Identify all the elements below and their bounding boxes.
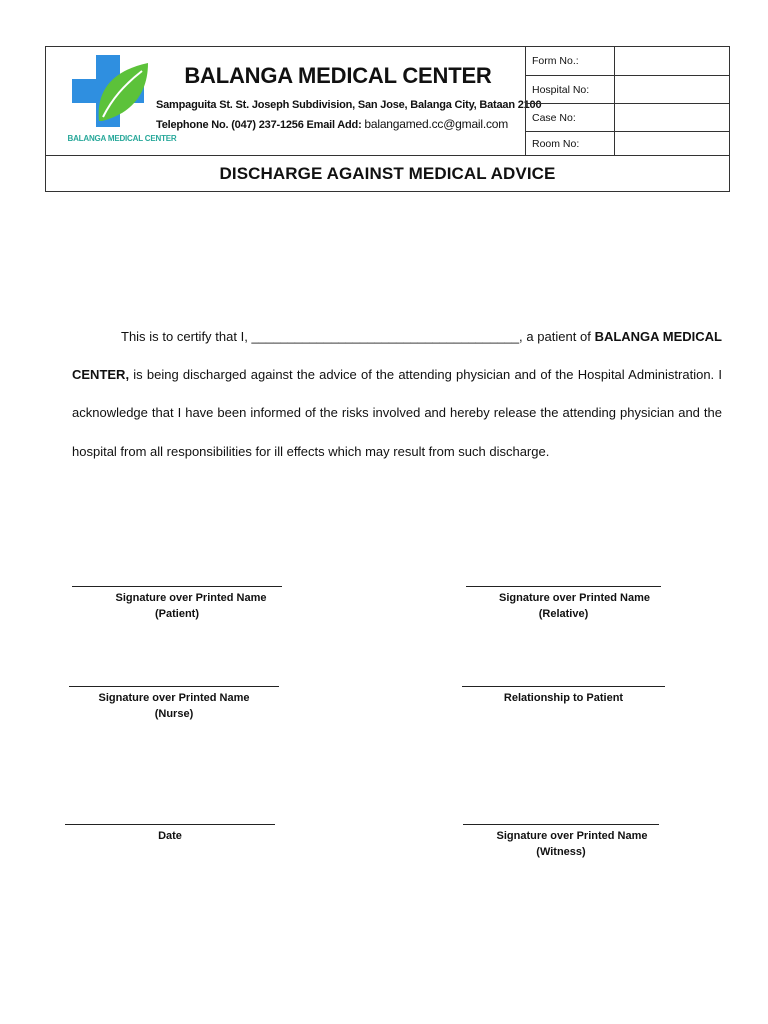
- relationship-block: [462, 686, 665, 707]
- form-info-table: [525, 47, 730, 155]
- patient-signature-block: [72, 586, 282, 622]
- witness-signature-label: Signature over Printed Name: [496, 830, 648, 842]
- relationship-line[interactable]: [462, 686, 665, 687]
- organization-address: Sampaguita St. St. Joseph Subdivision, San Jose, Balanga City, Bataan 2100: [156, 99, 542, 111]
- nurse-signature-label: Signature over Printed Name: [98, 692, 250, 704]
- relative-signature-line[interactable]: [466, 586, 661, 587]
- header-top-row: [46, 47, 729, 156]
- date-label: Date: [158, 830, 182, 842]
- relative-signature-block: [466, 586, 661, 622]
- nurse-signature-line[interactable]: [69, 686, 279, 687]
- hospital-number-label: Hospital No:: [532, 83, 590, 96]
- form-number-row: [526, 47, 730, 76]
- organization-contact: [156, 117, 508, 131]
- room-number-label: Room No:: [532, 137, 580, 150]
- relationship-label: Relationship to Patient: [503, 692, 624, 704]
- relative-role-label: (Relative): [538, 607, 589, 620]
- form-header: [45, 46, 730, 192]
- patient-signature-label: Signature over Printed Name: [115, 592, 267, 604]
- case-number-row: [526, 104, 730, 132]
- nurse-role-label: (Nurse): [154, 707, 194, 720]
- form-title-row: [46, 156, 729, 192]
- witness-signature-block: [463, 824, 659, 860]
- organization-name-bold: BALANGA MEDICAL CENTER,: [72, 329, 722, 383]
- email-address: balangamed.cc@gmail.com: [364, 117, 509, 131]
- certification-text-part2: is being discharged against the advice of the attending physician and of the Hospital Administration. I acknowledge that I have been informed of the risks involved and hereby release the attending physician and the hospital from all responsibilities for ill effects which may result from such discharge.: [72, 367, 722, 459]
- certification-paragraph: [72, 318, 722, 471]
- room-number-field[interactable]: [614, 132, 731, 155]
- witness-role-label: (Witness): [536, 845, 586, 858]
- form-title: DISCHARGE AGAINST MEDICAL ADVICE: [219, 164, 556, 183]
- form-number-label: Form No.:: [532, 55, 579, 67]
- hospital-number-field[interactable]: [614, 76, 731, 103]
- patient-role-label: (Patient): [155, 607, 199, 620]
- witness-signature-line[interactable]: [463, 824, 659, 825]
- contact-prefix: Telephone No. (047) 237-1256 Email Add:: [156, 119, 365, 131]
- date-block: [65, 824, 275, 845]
- room-number-row: [526, 132, 730, 155]
- case-number-field[interactable]: [614, 104, 731, 131]
- nurse-signature-block: [69, 686, 279, 722]
- patient-signature-line[interactable]: [72, 586, 282, 587]
- organization-name: BALANGA MEDICAL CENTER: [184, 63, 492, 88]
- certification-text-part1: This is to certify that I, _____________________________________, a patient of: [121, 329, 595, 344]
- form-number-field[interactable]: [614, 47, 731, 75]
- relative-signature-label: Signature over Printed Name: [499, 592, 650, 604]
- hospital-number-row: [526, 76, 730, 104]
- date-line[interactable]: [65, 824, 275, 825]
- logo-text: BALANGA MEDICAL CENTER: [67, 134, 177, 143]
- case-number-label: Case No:: [532, 111, 576, 124]
